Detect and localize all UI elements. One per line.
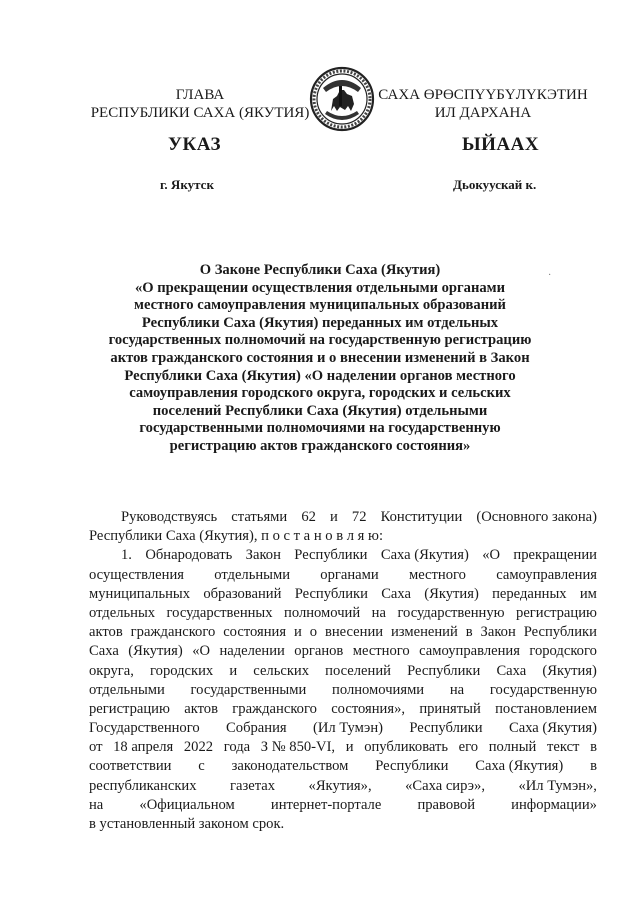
body-word: полномочий: [284, 604, 361, 621]
body-word: сельских: [253, 662, 310, 679]
body-word: внесении: [324, 624, 384, 641]
body-line: [89, 738, 597, 757]
body-word: Республики: [294, 585, 368, 602]
title-line: Республики Саха (Якутия) переданных им отдельных: [141, 314, 499, 331]
body-word: информации»: [511, 796, 597, 813]
title-line: самоуправления городского округа, городских и сельских: [129, 385, 511, 402]
title-line: «О прекращении осуществления отдельными органами: [134, 279, 506, 296]
body-line: [89, 719, 597, 738]
issuer-ru-line2: РЕСПУБЛИКИ САХА (ЯКУТИЯ): [90, 105, 310, 121]
body-word: 18 апреля: [113, 739, 174, 756]
body-line: [89, 796, 597, 815]
body-word: Саха: [381, 585, 411, 602]
body-word: Руководствуясь: [121, 509, 218, 525]
body-word: муниципальных: [89, 585, 191, 602]
body-word: республиканских: [89, 777, 197, 794]
body-word: «Якутия»,: [308, 777, 372, 794]
body-line: [89, 566, 597, 585]
body-word: года: [223, 739, 251, 756]
doc-type-sakha: ЫЙААХ: [462, 134, 540, 155]
body-word: Саха: [89, 643, 119, 660]
body-word: (Ил Тумэн): [313, 720, 383, 737]
body-word: состояния»,: [331, 700, 406, 717]
body-word: (Якутия): [424, 585, 479, 602]
body-word: прекращении: [513, 547, 597, 564]
city-ru: г. Якутск: [160, 177, 214, 192]
body-word: и: [330, 509, 338, 525]
body-word: на: [89, 796, 104, 813]
title-line: регистрацию актов гражданского состояния»: [169, 437, 471, 454]
body-word: с: [198, 758, 205, 775]
body-word: органами: [320, 566, 379, 583]
body-line: [89, 585, 597, 604]
body-word: органов: [294, 643, 344, 660]
body-word: 72: [351, 509, 367, 525]
body-word: регистрацию: [516, 604, 597, 621]
body-word: поселений: [325, 662, 391, 679]
body-line: [89, 662, 597, 681]
body-word: «Официальном: [139, 796, 235, 813]
body-word: переданных: [492, 585, 567, 602]
body-word: округа,: [89, 662, 134, 679]
title-line: Республики Саха (Якутия) «О наделении органов местного: [124, 367, 516, 384]
title-line: государственных полномочий на государственную регистрацию: [108, 332, 532, 349]
body-word: отдельных: [89, 604, 156, 621]
body-word: местного: [408, 566, 466, 583]
body-word: на: [371, 604, 386, 621]
body-word: (Якутия): [542, 662, 597, 679]
body-word: соответствии: [89, 758, 172, 775]
body-word: Республики: [294, 547, 368, 564]
body-line: [89, 527, 597, 546]
body-word: опубликовать: [364, 739, 449, 756]
body-word: «О: [192, 643, 211, 660]
body-word: Саха: [496, 662, 527, 679]
body-word: полный: [488, 739, 537, 756]
issuer-sakha-line1: САХА ӨРӨСПҮҮБҮЛҮКЭТИН: [378, 87, 588, 103]
issuer-ru-line1: ГЛАВА: [175, 87, 225, 103]
body-word: наделении: [219, 643, 285, 660]
body-word: о: [309, 624, 318, 641]
body-word: регистрацию: [89, 700, 170, 717]
body-word: Республики: [409, 720, 483, 737]
scan-mark: ·: [548, 270, 552, 281]
body-word: Конституции: [380, 509, 463, 525]
body-word: «Саха сирэ»,: [405, 777, 485, 794]
body-word: гражданского: [130, 624, 216, 641]
decree-body: [89, 508, 597, 834]
body-line: [89, 508, 597, 527]
body-word: отдельными: [214, 566, 291, 583]
body-word: газетах: [230, 777, 276, 794]
body-word: им: [579, 585, 597, 602]
doc-type-ru: УКАЗ: [168, 134, 221, 155]
body-word: осуществления: [89, 566, 184, 583]
body-word: интернет-портале: [270, 796, 382, 813]
body-word: гражданского: [232, 700, 317, 717]
city-sakha: Дьокуускай к.: [453, 177, 537, 192]
body-word: Республики Саха (Якутия), п о с т а н о в л я ю:: [89, 528, 384, 545]
body-word: изменений: [390, 624, 458, 641]
body-line: [89, 623, 597, 642]
title-line: актов гражданского состояния и о внесении изменений в Закон: [110, 349, 530, 366]
body-line: [89, 604, 597, 623]
body-line: [89, 777, 597, 796]
body-word: и: [294, 624, 302, 641]
body-word: самоуправления: [419, 643, 520, 660]
title-line: государственными полномочиями на государственную: [139, 420, 501, 437]
issuer-ru: [80, 86, 320, 122]
issuer-sakha-line2: ИЛ ДАРХАНА: [434, 105, 532, 121]
body-word: самоуправления: [496, 566, 597, 583]
title-line: О Законе Республики Саха (Якутия): [199, 262, 441, 278]
body-word: в: [590, 758, 597, 775]
body-word: Закон: [245, 547, 281, 564]
body-line: [89, 815, 597, 834]
body-word: Закон: [480, 624, 516, 641]
body-word: правовой: [417, 796, 476, 813]
body-word: Собрания: [226, 720, 287, 737]
body-word: Саха (Якутия): [380, 547, 469, 564]
body-word: и: [229, 662, 238, 679]
body-word: принятый: [419, 700, 481, 717]
body-line: [89, 700, 597, 719]
title-line: местного самоуправления муниципальных образований: [134, 297, 506, 314]
body-word: постановлением: [495, 700, 597, 717]
body-word: статьями: [231, 509, 288, 525]
body-word: Саха (Якутия): [475, 758, 564, 775]
body-word: Республики: [375, 758, 449, 775]
body-line: [89, 642, 597, 661]
body-word: законодательством: [231, 758, 349, 775]
body-word: государственную: [489, 681, 597, 698]
body-word: актов: [184, 700, 218, 717]
body-word: актов: [89, 624, 123, 641]
body-word: государственными: [190, 681, 307, 698]
decree-title: [70, 262, 570, 456]
body-word: З № 850-VI,: [260, 739, 336, 756]
body-word: «Ил Тумэн»,: [518, 777, 597, 794]
body-word: Республики: [407, 662, 481, 679]
body-word: в: [590, 739, 597, 756]
body-word: на: [449, 681, 465, 698]
emblem-seal: [309, 66, 375, 132]
body-word: Обнародовать: [145, 547, 233, 564]
body-word: состояния: [223, 624, 287, 641]
body-line: [89, 546, 597, 565]
body-word: текст: [546, 739, 580, 756]
body-word: его: [458, 739, 479, 756]
body-word: отдельными: [89, 681, 165, 698]
body-word: Республики: [523, 624, 597, 641]
body-word: в установленный законом срок.: [89, 816, 285, 832]
body-word: в: [465, 624, 473, 641]
body-word: 62: [301, 509, 316, 525]
body-word: городских: [150, 662, 214, 679]
body-word: государственных: [166, 604, 273, 621]
body-word: городского: [529, 643, 597, 660]
body-word: «О: [482, 547, 501, 564]
body-word: Государственного: [89, 720, 200, 737]
body-word: (Якутия): [128, 643, 183, 660]
body-line: [89, 757, 597, 776]
body-word: полномочиями: [332, 681, 425, 698]
body-line: [89, 681, 597, 700]
body-word: от: [89, 739, 103, 756]
body-word: 1.: [121, 547, 132, 564]
body-word: и: [345, 739, 354, 756]
issuer-sakha: [378, 86, 588, 122]
body-word: государственную: [397, 604, 505, 621]
body-word: местного: [352, 643, 410, 660]
body-word: Саха (Якутия): [508, 720, 597, 737]
body-word: 2022: [183, 739, 214, 756]
body-word: образований: [203, 585, 282, 602]
body-word: (Основного закона): [476, 509, 597, 525]
title-line: поселений Республики Саха (Якутия) отдельными: [152, 402, 488, 419]
